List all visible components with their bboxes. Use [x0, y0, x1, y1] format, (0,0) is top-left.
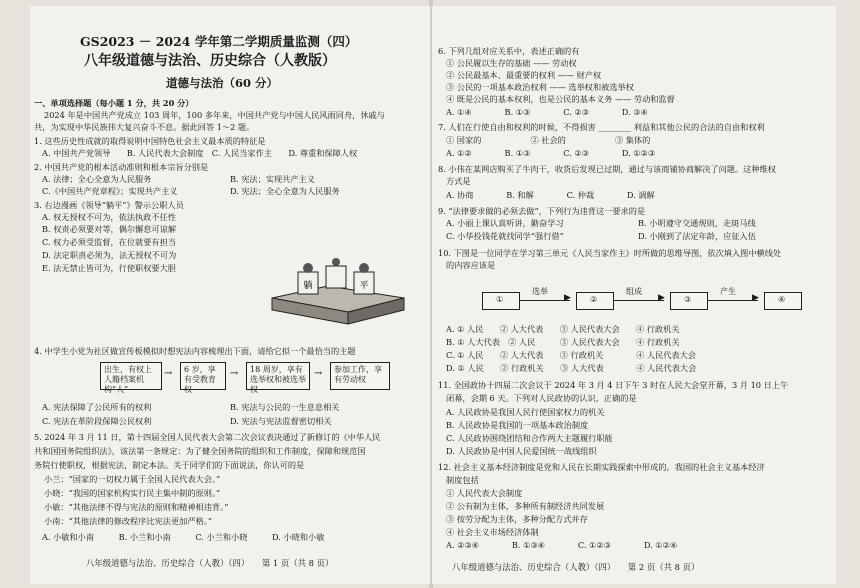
question-11: 11. 全国政协十四届二次会议于 2024 年 3 月 4 日下午 3 时在人民大会堂开幕，3 月 10 日上午 — [438, 380, 789, 390]
exam-title: GS2023 － 2024 学年第二学期质量监测（四） — [80, 34, 358, 49]
arrow-icon: → — [314, 368, 323, 379]
question-5: 5. 2024 年 3 月 11 日，第十四届全国人民代表大会第二次会议表决通过了新修订的《中华人民 — [34, 432, 381, 442]
question-3: 3. 右边漫画《领导“躺平”》警示公职人员 — [34, 200, 184, 210]
page-footer: 八年级道德与法治、历史综合（人教）（四） 第 1 页（共 8 页） — [86, 558, 334, 568]
q11-option-a: A. 人民政协是我国人民行使国家权力的机关 — [446, 407, 605, 417]
statement-line: ② 公有制为主体，多种所有制经济共同发展 — [446, 501, 605, 511]
q9-option-b: B. 小明遵守交通规则，走斑马线 — [638, 218, 756, 228]
q4-option-d: D. 宪法与宪法监督密切相关 — [230, 416, 332, 426]
arrow-icon: → — [230, 368, 239, 379]
diagram-arrow — [520, 300, 570, 301]
flow-box-2: 6 岁，享有受教育权 — [180, 362, 226, 390]
passage-line: 方式是 — [446, 176, 471, 186]
q1-options: A. 中国共产党领导 B. 人民代表大会制度 C. 人民当家作主 D. 尊重和保障人权 — [42, 148, 358, 158]
question-6: 6. 下列几组对应关系中，表述正确的有 — [438, 46, 580, 56]
q6-options: A. ①④ B. ①③ C. ②③ D. ③④ — [446, 107, 648, 117]
q3-option-c: C. 权力必须受监督，在位就要有担当 — [42, 237, 176, 247]
cartoon-lying-flat — [268, 258, 408, 330]
diagram-num-1: ① — [496, 295, 504, 304]
passage-line: 共和国国务院组织法》，该法第一条规定：为了健全国务院的组织和工作制度，保障和规范国 — [34, 446, 366, 456]
q3-option-a: A. 权无授权不可为，依法执政不任性 — [42, 212, 176, 222]
section-title: 道德与法治（60 分） — [166, 76, 279, 90]
q11-option-c: C. 人民政协围绕团结和合作两大主题履行职能 — [446, 433, 613, 443]
q11-option-d: D. 人民政协是中国人民爱国统一战线组织 — [446, 446, 597, 456]
statement-line: ② 公民最基本、最重要的权利 —— 财产权 — [446, 70, 602, 80]
q10-option-d: D. ① 人民 ② 行政机关 ③ 人大代表 ④ 人民代表大会 — [446, 363, 697, 373]
passage-line: 2024 年是中国共产党成立 103 周年，100 多年来，中国共产党与中国人民风雨同舟，休戚与 — [44, 110, 385, 120]
statement-line: 小晓：“我国的国家机构实行民主集中制的原则。” — [44, 488, 221, 498]
page-footer: 八年级道德与法治、历史综合（人教）（四） 第 2 页（共 8 页） — [452, 562, 700, 572]
question-2: 2. 中国共产党的根本活动准则和根本宗旨分别是 — [34, 162, 209, 172]
part-heading: 一、单项选择题（每小题 1 分，共 20 分） — [34, 98, 194, 108]
q12-options: A. ②③④ B. ①③④ C. ①②③ D. ①②④ — [446, 540, 678, 550]
cartoon-sign-2: 平 — [359, 281, 369, 291]
flow-box-1: 出生，有权上人籍档案机构“人” — [100, 362, 162, 390]
q7-options: A. ①② B. ①③ C. ②③ D. ①②③ — [446, 148, 656, 158]
q2-option-c: C.《中国共产党章程》；实现共产主义 — [42, 186, 178, 196]
q5-options: A. 小敏和小南 B. 小兰和小南 C. 小兰和小晓 D. 小晓和小敏 — [42, 532, 325, 542]
q10-option-b: B. ① 人大代表 ② 人民 ③ 人民代表大会 ④ 行政机关 — [446, 337, 680, 347]
diagram-num-3: ③ — [684, 295, 692, 304]
statement-line: 小敏：“其他法律不得与宪法的原则和精神相违背。” — [44, 502, 229, 512]
q10-option-a: A. ① 人民 ② 人大代表 ③ 人民代表大会 ④ 行政机关 — [446, 324, 680, 334]
passage-line: 制度包括 — [446, 475, 479, 485]
passage-line: 共，为实现中华民族伟大复兴奋斗不息。据此回答 1～2 题。 — [34, 122, 255, 132]
exam-subject: 八年级道德与法治、历史综合（人教版） — [84, 53, 336, 69]
arrow-icon: ▶ — [752, 293, 759, 303]
question-7: 7. 人们在行使自由和权利的时候，不得损害 ________ 利益和其他公民的合法的自由和权利 — [438, 122, 765, 132]
statement-line: ③ 按劳分配为主体，多种分配方式并存 — [446, 514, 588, 524]
q2-option-a: A. 法律；全心全意为人民服务 — [42, 174, 152, 184]
q4-option-a: A. 宪法保障了公民所有的权利 — [42, 402, 152, 412]
q3-option-d: D. 法定职责必须为，法无授权不可为 — [42, 250, 177, 260]
q9-option-c: C. 小华投钱花就找同学“强行借” — [446, 231, 564, 241]
passage-line: 务院行使职权，根据宪法，制定本法。关于同学们的下面说法，你认可的是 — [34, 460, 305, 470]
diagram-num-4: ④ — [778, 295, 786, 304]
q10-option-c: C. ① 人民 ② 人大代表 ③ 行政机关 ④ 人民代表大会 — [446, 350, 696, 360]
diagram-label-3: 产生 — [720, 287, 736, 296]
diagram-label-1: 选举 — [532, 287, 548, 296]
page-1 — [30, 6, 430, 584]
q9-option-d: D. 小刚到了法定年龄，应征入伍 — [638, 231, 756, 241]
statement-line: ④ 既是公民的基本权利，也是公民的基本义务 —— 劳动和监督 — [446, 94, 675, 104]
q3-option-b: B. 权责必须要对等，偶尔懈怠可谅解 — [42, 224, 177, 234]
arrow-icon: → — [164, 368, 173, 379]
flow-box-3: 18 周岁，享有选举权和被选举权 — [246, 362, 310, 390]
question-10: 10. 下图是一位同学在学习第三单元《人民当家作主》时所做的思维导图，依次填入图中横线处 — [438, 248, 782, 258]
passage-line: 闭幕，会期 6 天。下列对人民政协的认识，正确的是 — [446, 393, 637, 403]
question-4: 4. 中学生小党为社区做宣传板模拟时想宪法内容梳理出下面，请给它拟一个最恰当的主题 — [34, 346, 356, 356]
q9-option-a: A. 小丽上课认真听讲，勤奋学习 — [446, 218, 564, 228]
page-2 — [432, 6, 836, 584]
diagram-arrow — [708, 300, 758, 301]
diagram-num-2: ② — [590, 295, 598, 304]
question-8: 8. 小伟在某网店购买了牛肉干，收货后发现已过期，通过与该商铺协商解决了问题。这种维权 — [438, 164, 776, 174]
statement-line: 小南：“其他法律的修改程序比宪法更加严格。” — [44, 516, 213, 526]
question-1: 1. 这些历史性成就的取得说明中国特色社会主义最本质的特征是 — [34, 136, 266, 146]
q2-option-d: D. 宪法；全心全意为人民服务 — [230, 186, 340, 196]
q3-option-e: E. 法无禁止皆可为，行使职权要大胆 — [42, 263, 176, 273]
statement-line: 小兰：“国家的一切权力属于全国人民代表大会。” — [44, 474, 221, 484]
q4-option-b: B. 宪法与公民的一生息息相关 — [230, 402, 340, 412]
arrow-icon: ▶ — [658, 293, 665, 303]
cartoon-sign-1: 躺 — [303, 281, 313, 291]
statement-line: ① 人民代表大会制度 — [446, 488, 523, 498]
statement-line: ① 公民履以生存的基础 —— 劳动权 — [446, 58, 577, 68]
flow-box-4: 参加工作，享有劳动权 — [330, 362, 390, 390]
diagram-label-2: 组成 — [626, 287, 642, 296]
question-12: 12. 社会主义基本经济制度是党和人民在长期实践探索中形成的。我国的社会主义基本经济 — [438, 462, 765, 472]
statement-line: ③ 公民的一项基本政治权利 —— 选举权和被选举权 — [446, 82, 634, 92]
statement-line: ① 国家的 ② 社会的 ③ 集体的 — [446, 135, 651, 145]
passage-line: 的内容应该是 — [446, 260, 496, 270]
diagram-arrow — [614, 300, 664, 301]
q2-option-b: B. 宪法；实现共产主义 — [230, 174, 315, 184]
q11-option-b: B. 人民政协是我国的一项基本政治制度 — [446, 420, 589, 430]
q4-option-c: C. 宪法在革阶段保障公民权利 — [42, 416, 152, 426]
q8-options: A. 协商 B. 和解 C. 仲裁 D. 调解 — [446, 190, 655, 200]
arrow-icon: ▶ — [564, 293, 571, 303]
question-9: 9. “法律要求做的必须去做”，下列行为违背这一要求的是 — [438, 206, 646, 216]
statement-line: ④ 社会主义市场经济体制 — [446, 527, 539, 537]
